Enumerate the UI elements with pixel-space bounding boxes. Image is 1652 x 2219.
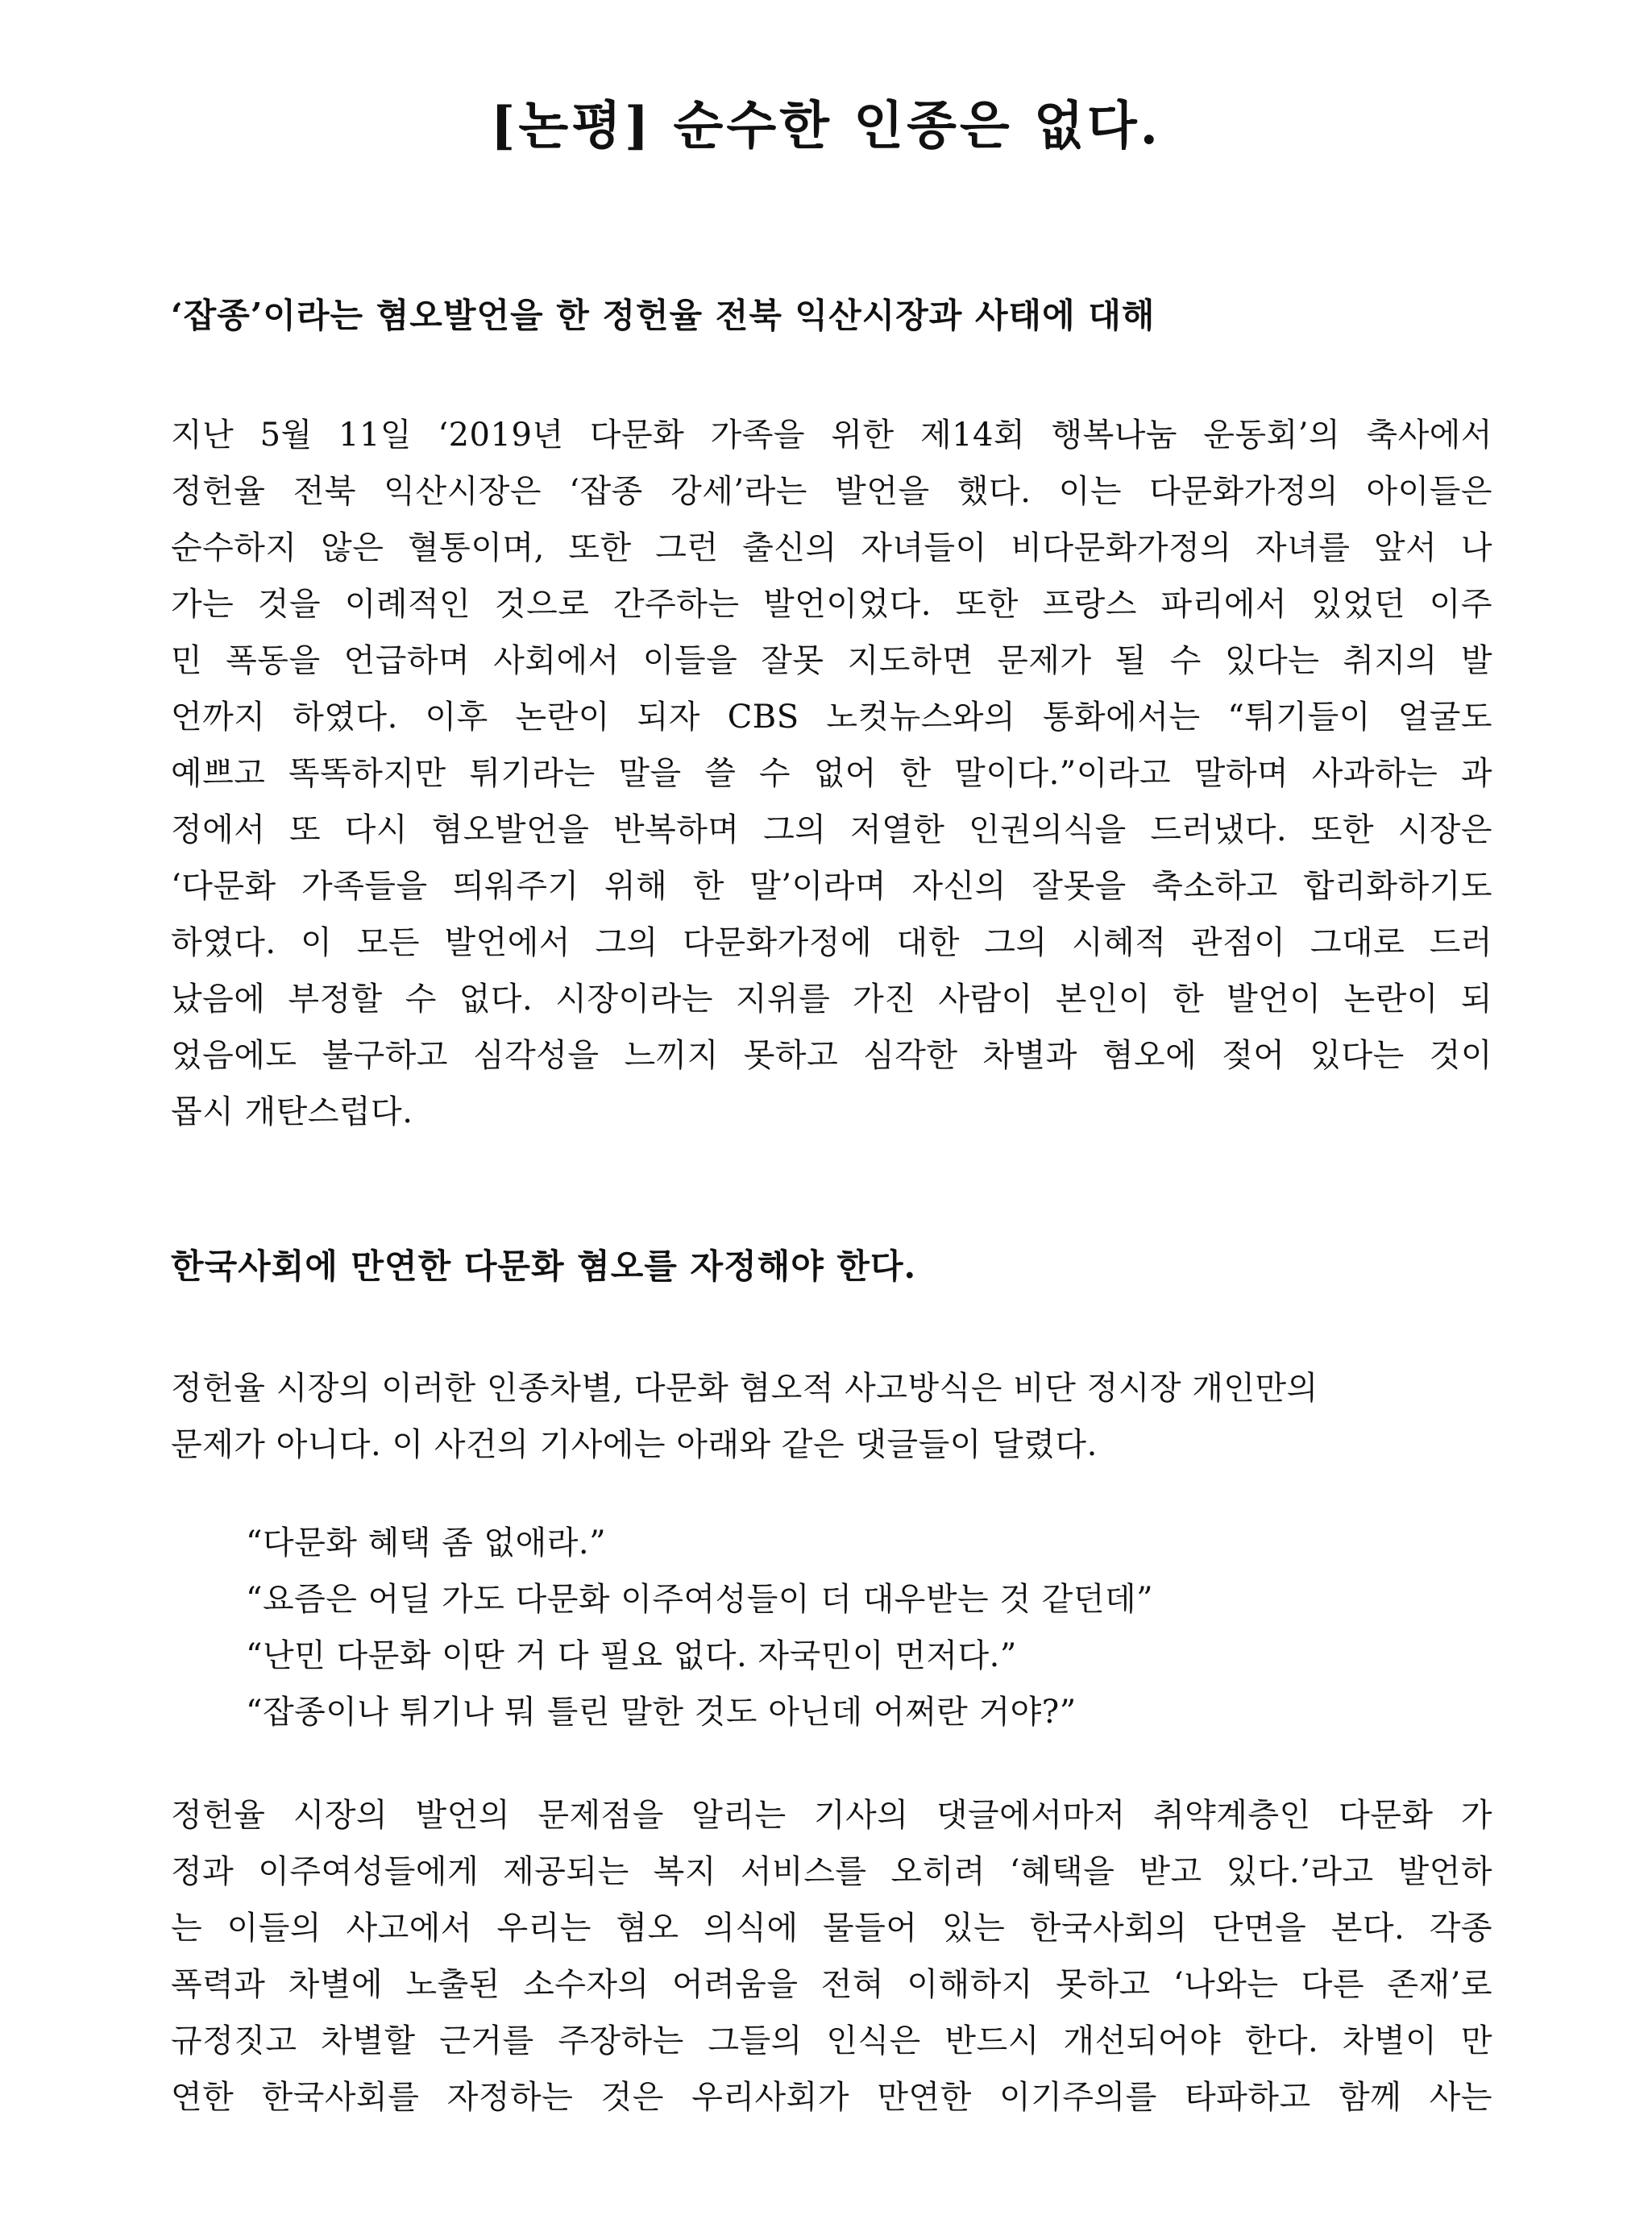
paragraph-line: 민 폭동을 언급하며 사회에서 이들을 잘못 지도하면 문제가 될 수 있다는 취지의 발: [171, 642, 1492, 679]
paragraph-line: 예쁘고 똑똑하지만 튀기라는 말을 쓸 수 없어 한 말이다.”이라고 말하며 사과하는 과: [171, 755, 1492, 792]
paragraph-line: 순수하지 않은 혈통이며, 또한 그런 출신의 자녀들이 비다문화가정의 자녀를 앞서 나: [171, 529, 1492, 566]
paragraph-line: 규정짓고 차별할 근거를 주장하는 그들의 인식은 반드시 개선되어야 한다. 차별이 만: [171, 2022, 1492, 2059]
paragraph-line: 언까지 하였다. 이후 논란이 되자 CBS 노컷뉴스와의 통화에서는 “튀기들이 얼굴도: [171, 699, 1492, 736]
section-heading-2: 한국사회에 만연한 다문화 혐오를 자정해야 한다.: [171, 1246, 917, 1286]
paragraph-line: 폭력과 차별에 노출된 소수자의 어려움을 전혀 이해하지 못하고 ‘나와는 다른 존재’로: [171, 1966, 1492, 2003]
paragraph-line: 지난 5월 11일 ‘2019년 다문화 가족을 위한 제14회 행복나눔 운동회’의 축사에서: [171, 417, 1492, 454]
paragraph-3: [171, 1787, 1492, 2126]
paragraph-1: [171, 407, 1492, 1140]
paragraph-line: 정헌율 시장의 발언의 문제점을 알리는 기사의 댓글에서마저 취약계층인 다문화 가: [171, 1797, 1492, 1834]
quote-item: “요즘은 어딜 가도 다문화 이주여성들이 더 대우받는 것 같던데”: [246, 1581, 1154, 1618]
quoted-comments: [246, 1515, 1455, 1740]
quote-item: “잡종이나 튀기나 뭐 틀린 말한 것도 아닌데 어쩌란 거야?”: [246, 1694, 1077, 1731]
paragraph-line: ‘다문화 가족들을 띄워주기 위해 한 말’이라며 자신의 잘못을 축소하고 합리화하기도: [171, 868, 1492, 905]
page-title: [논평] 순수한 인종은 없다.: [491, 96, 1161, 156]
paragraph-line: 었음에도 불구하고 심각성을 느끼지 못하고 심각한 차별과 혐오에 젖어 있다는 것이: [171, 1037, 1492, 1074]
paragraph-line: 하였다. 이 모든 발언에서 그의 다문화가정에 대한 그의 시혜적 관점이 그대로 드러: [171, 924, 1492, 961]
quote-item: “난민 다문화 이딴 거 다 필요 없다. 자국민이 먼저다.”: [246, 1637, 1017, 1674]
paragraph-line: 몹시 개탄스럽다.: [171, 1093, 413, 1130]
paragraph-line: 났음에 부정할 수 없다. 시장이라는 지위를 가진 사람이 본인이 한 발언이 논란이 되: [171, 981, 1492, 1018]
paragraph-line: 문제가 아니다. 이 사건의 기사에는 아래와 같은 댓글들이 달렸다.: [171, 1426, 1098, 1463]
paragraph-line: 연한 한국사회를 자정하는 것은 우리사회가 만연한 이기주의를 타파하고 함께 사는: [171, 2079, 1492, 2116]
paragraph-2: [171, 1360, 1492, 1473]
section-heading-1: ‘잡종’이라는 혐오발언을 한 정헌율 전북 익산시장과 사태에 대해: [171, 296, 1156, 335]
paragraph-line: 정과 이주여성들에게 제공되는 복지 서비스를 오히려 ‘혜택을 받고 있다.’라고 발언하: [171, 1853, 1492, 1890]
paragraph-line: 가는 것을 이례적인 것으로 간주하는 발언이었다. 또한 프랑스 파리에서 있었던 이주: [171, 586, 1492, 623]
paragraph-line: 정헌율 시장의 이러한 인종차별, 다문화 혐오적 사고방식은 비단 정시장 개인만의: [171, 1370, 1318, 1407]
paragraph-line: 는 이들의 사고에서 우리는 혐오 의식에 물들어 있는 한국사회의 단면을 본다. 각종: [171, 1910, 1492, 1947]
quote-item: “다문화 혜택 좀 없애라.”: [246, 1524, 607, 1562]
paragraph-line: 정에서 또 다시 혐오발언을 반복하며 그의 저열한 인권의식을 드러냈다. 또한 시장은: [171, 811, 1492, 848]
paragraph-line: 정헌율 전북 익산시장은 ‘잡종 강세’라는 발언을 했다. 이는 다문화가정의 아이들은: [171, 473, 1492, 510]
